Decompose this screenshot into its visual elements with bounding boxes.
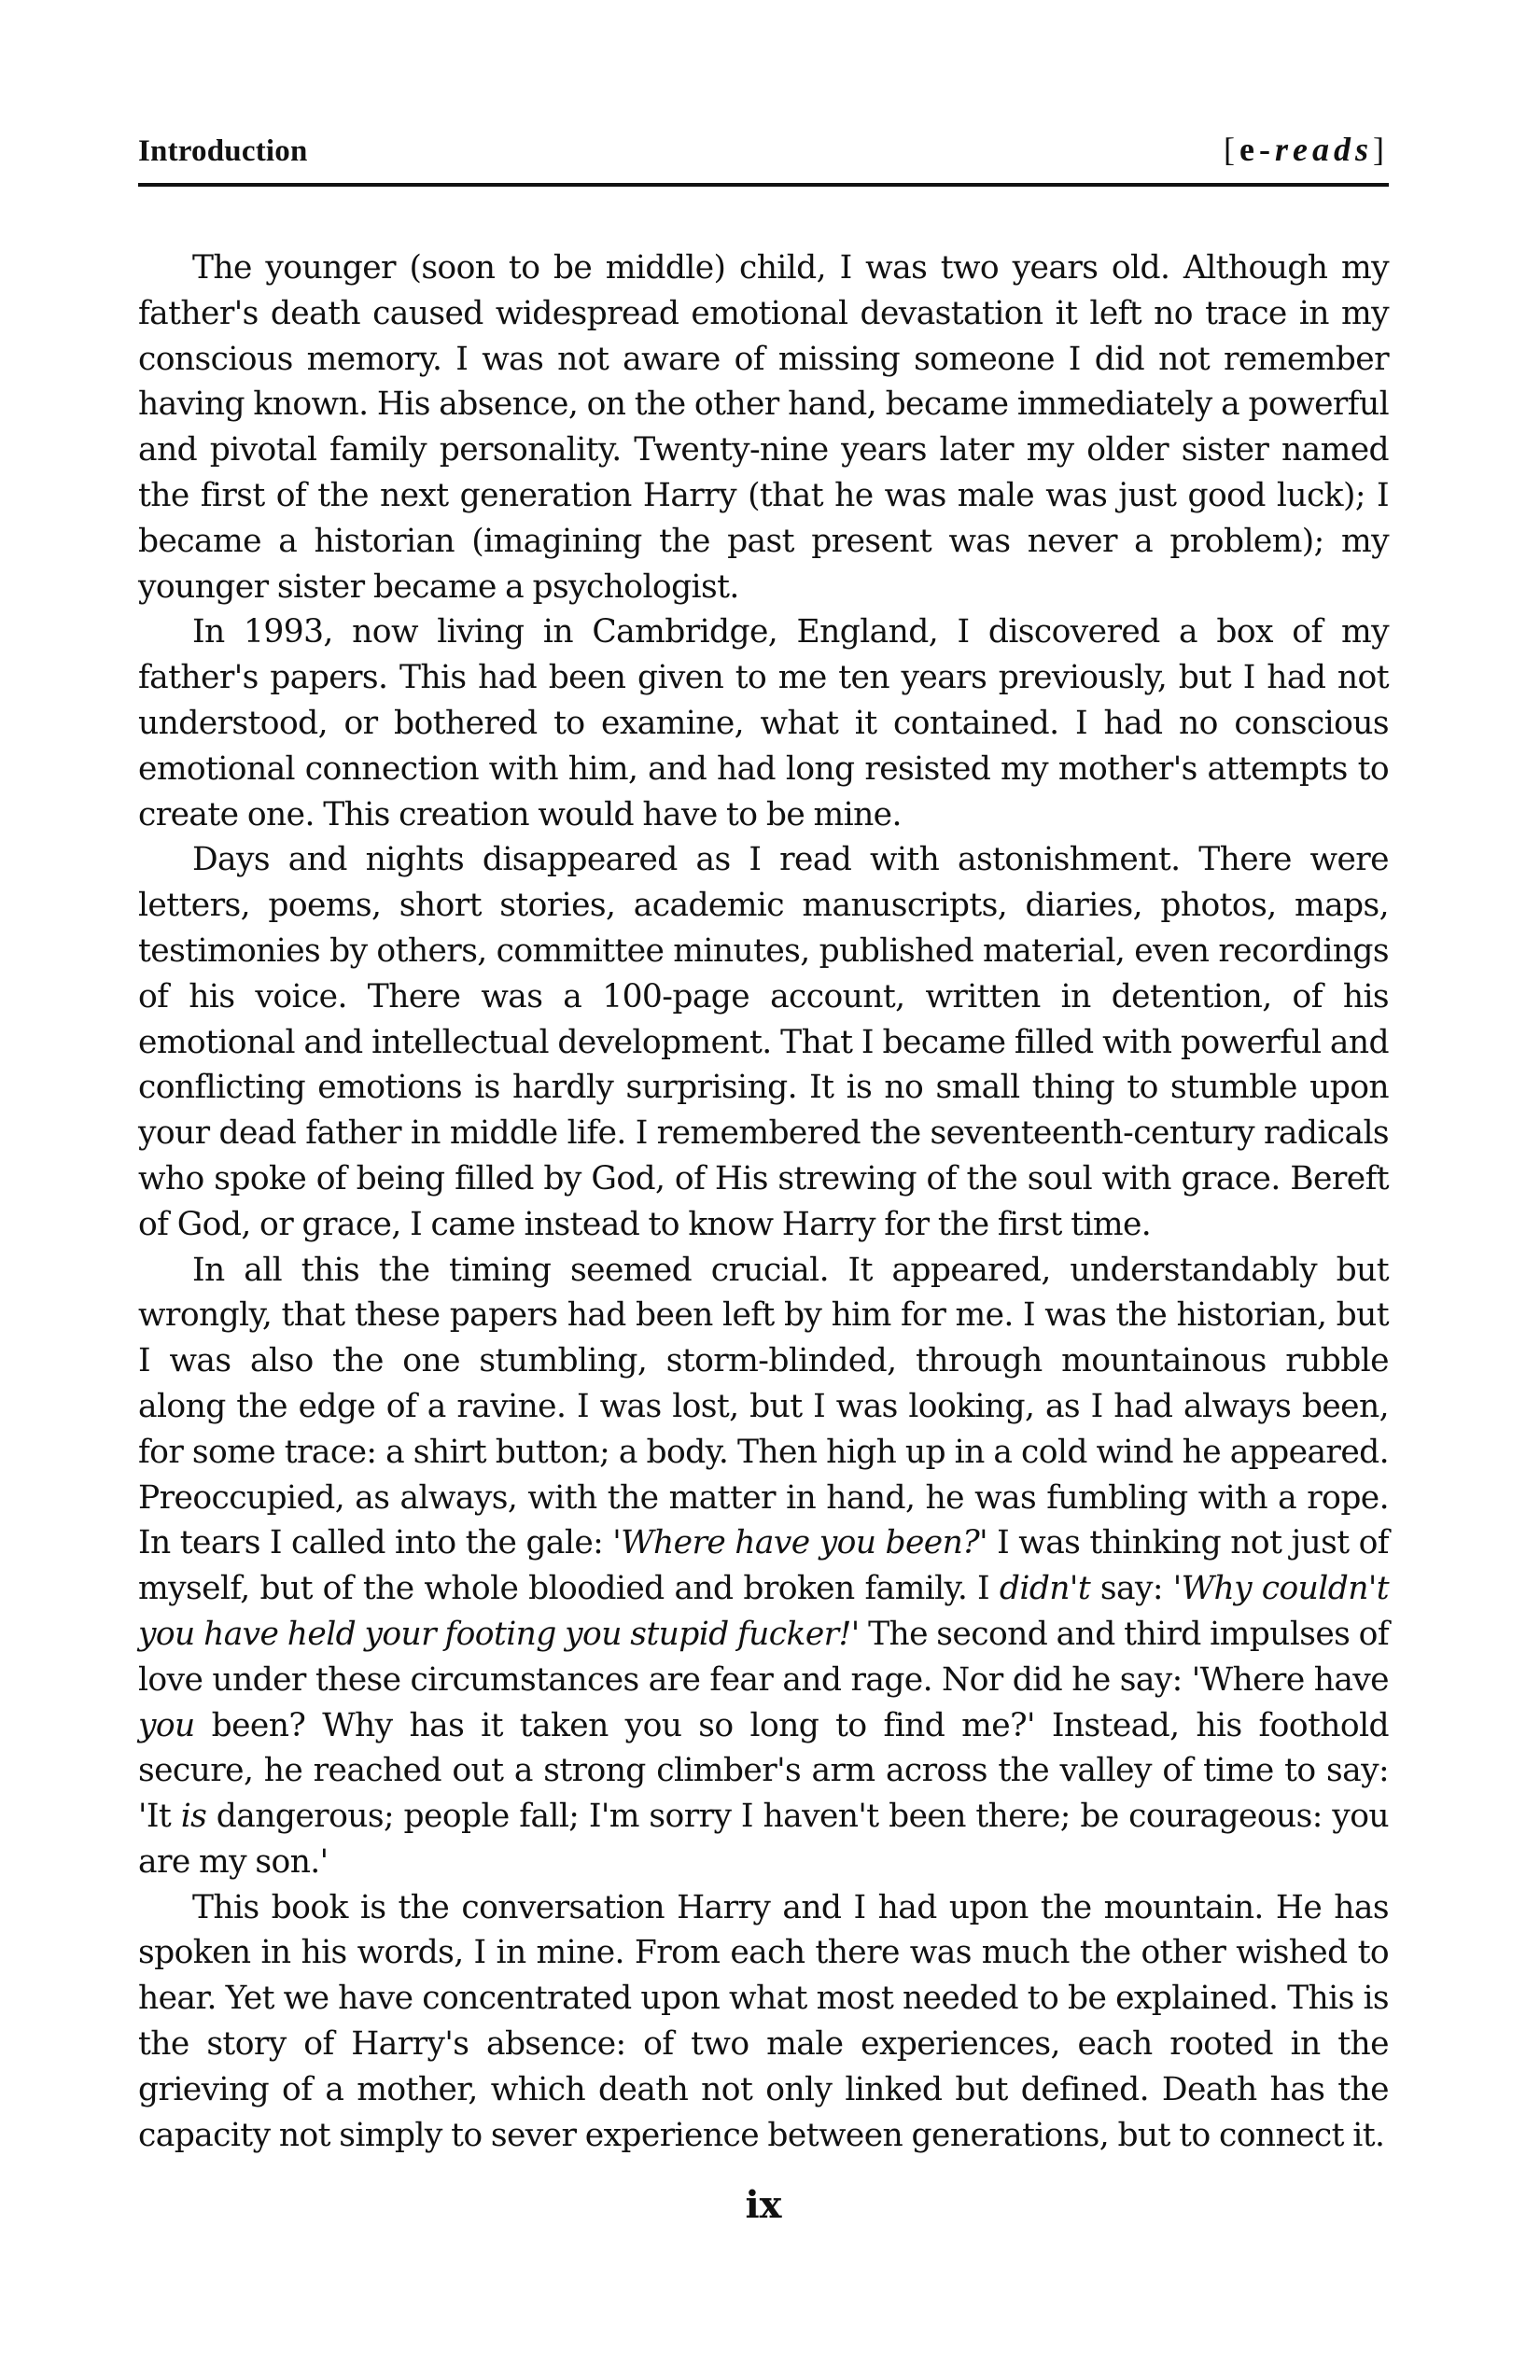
page-number: ix — [745, 2183, 782, 2227]
italic-emphasis: didn't — [999, 1570, 1091, 1608]
paragraph: Days and nights disappeared as I read with astonishment. There were letters, poems, short stories, academic manuscripts, diaries, photos, maps, testimonies by others, committee minutes, published material, even recordings of his voice. There was a 100-page account, written in detention, of his emotional and intellectual development. That I became filled with powerful and conflicting emotions is hardly surprising. It is no small thing to stumble upon your dead father in middle life. I remembered the seventeenth-century radicals who spoke of being filled by God, of His strewing of the soul with grace. Bereft of God, or grace, I came instead to know Harry for the first time. — [138, 841, 1389, 1243]
brand-open-bracket: [ — [1224, 131, 1240, 168]
body-text — [138, 245, 1389, 2158]
paragraph-text: In all this the timing seemed crucial. It appeared, understandably but wrongly, that these papers had been left by him for me. I was the historian, but I was also the one stumbling, storm-blinded, through mountainous rubble along the edge of a ravine. I was lost, but I was looking, as I had always been, for some trace: a shirt button; a body. Then high up in a cold wind he appeared. Preoccupied, as always, with the matter in hand, he was fumbling with a rope. In tears I called into the gale: — [138, 1251, 1389, 1562]
paragraph-text: dangerous; people fall; I'm sorry I haven't been there; be courageous: you are my son.' — [138, 1798, 1389, 1881]
paragraph-text: I was thinking not just of myself, but of the whole bloodied and broken family. I — [138, 1524, 1389, 1608]
ereads-logo — [1224, 131, 1389, 168]
paragraph-text: been? Why has it taken you so long to find me?' Instead, his foothold secure, he reached out a strong climber's arm across the valley of time to say: 'It — [138, 1706, 1389, 1836]
italic-emphasis: you — [138, 1706, 195, 1744]
italic-emphasis: is — [180, 1798, 207, 1836]
paragraph-mountain — [138, 1248, 1389, 1885]
running-head — [138, 127, 1389, 187]
italic-quote: 'Why couldn't you have held your footing you stupid fucker!' — [138, 1570, 1389, 1653]
book-page — [138, 0, 1389, 2380]
paragraph: This book is the conversation Harry and I had upon the mountain. He has spoken in his words, I in mine. From each there was much the other wished to hear. Yet we have concentrated upon what most needed to be explained. This is the story of Harry's absence: of two male experiences, each rooted in the grieving of a mother, which death not only linked but defined. Death has the capacity not simply to sever experience between generations, but to connect it. — [138, 1888, 1389, 2154]
section-title: Introduction — [138, 134, 308, 168]
brand-prefix: e — [1239, 131, 1259, 168]
paragraph: The younger (soon to be middle) child, I was two years old. Although my father's death caused widespread emotional devastation it left no trace in my conscious memory. I was not aware of missing someone I did not remember having known. His absence, on the other hand, became immediately a powerful and pivotal family personality. Twenty-nine years later my older sister named the first of the next generation Harry (that he was male was just good luck); I became a historian (imagining the past present was never a problem); my younger sister became a psychologist. — [138, 249, 1389, 606]
italic-quote: 'Where have you been?' — [612, 1524, 988, 1562]
brand-close-bracket: ] — [1373, 131, 1389, 168]
paragraph-text: say: — [1090, 1570, 1173, 1608]
paragraph: In 1993, now living in Cambridge, England, I discovered a box of my father's papers. This had been given to me ten years previously, but I had not understood, or bothered to examine, what it contained. I had no conscious emotional connection with him, and had long resisted my mother's attempts to create one. This creation would have to be mine. — [138, 613, 1389, 833]
brand-separator: - — [1259, 131, 1275, 168]
paragraph-text: The second and third impulses of love under these circumstances are fear and rage. Nor did he say: 'Where have — [138, 1615, 1390, 1699]
brand-name: reads — [1275, 131, 1373, 168]
